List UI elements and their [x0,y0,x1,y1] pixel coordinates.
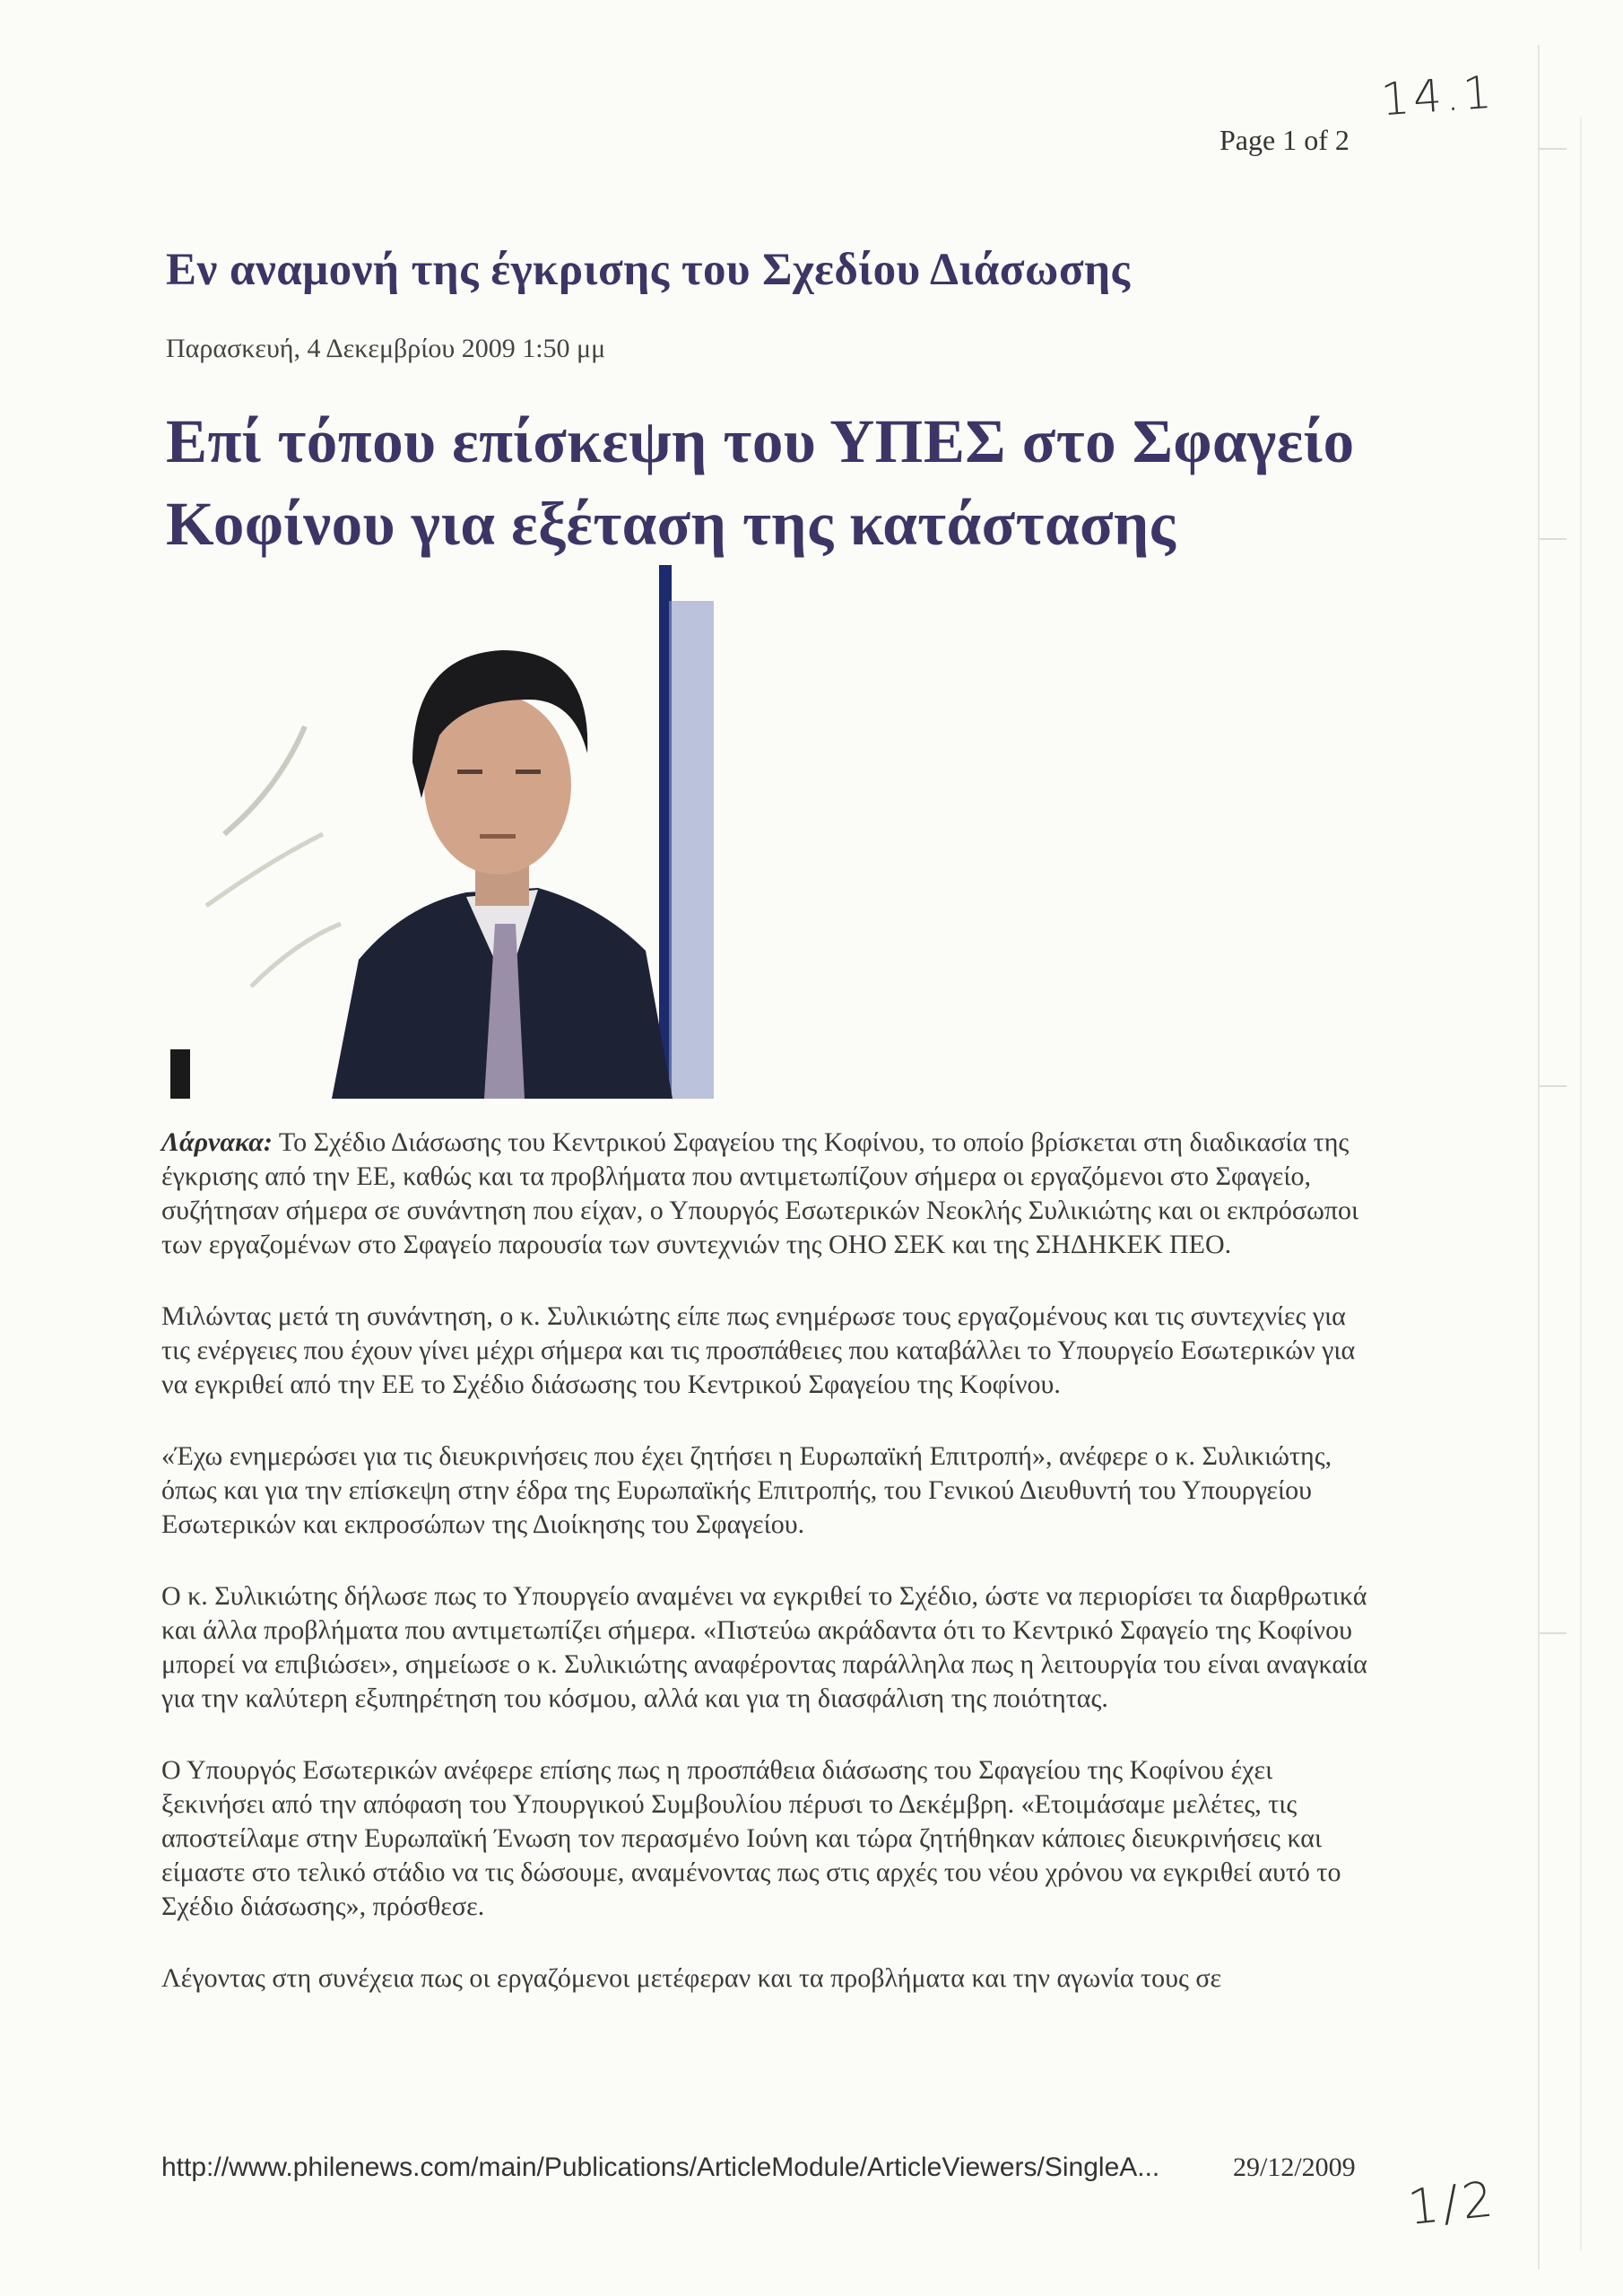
paragraph [161,1126,1367,1262]
article-kicker: Εν αναμονή της έγκρισης του Σχεδίου Διάσωσης [166,245,1131,295]
page-counter: Page 1 of 2 [1219,124,1350,156]
scan-margin-tick [1540,1085,1567,1087]
scan-margin-rule [1538,45,1540,2269]
paragraph: «Έχω ενημερώσει για τις διευκρινήσεις που έχει ζητήσει η Ευρωπαϊκή Επιτροπή», ανέφερε ο κ. Συλικιώτης, όπως και για την επίσκεψη στην έδρα της Ευρωπαϊκής Επιτροπής, του Γενικού Διευθυντή του Υπουργείου Εσωτερικών και εκπροσώπων της Διοίκησης του Σφαγείου. [161,1441,1332,1539]
dateline: Λάρνακα: [161,1127,273,1157]
scan-margin-tick [1540,1632,1567,1634]
paragraph: Ο κ. Συλικιώτης δήλωσε πως το Υπουργείο αναμένει να εγκριθεί το Σχέδιο, ώστε να περιορίσει τα διαρθρωτικά και άλλα προβλήματα που αντιμετωπίζει σήμερα. «Πιστεύω ακράδαντα ότι το Κεντρικό Σφαγείο της Κοφίνου μπορεί να επιβιώσει», σημείωσε ο κ. Συλικιώτης αναφέροντας παράλληλα πως η λειτουργία του είναι αναγκαία για την καλύτερη εξυπηρέτηση του κόσμου, αλλά και για τη διασφάλιση της ποιότητας. [161,1581,1367,1713]
article-headline: Επί τόπου επίσκεψη του ΥΠΕΣ στο Σφαγείο Κοφίνου για εξέταση της κατάστασης [166,407,1355,558]
source-url[interactable]: http://www.philenews.com/main/Publications/ArticleModule/ArticleViewers/SingleA... [161,2152,1160,2182]
paragraph: Λέγοντας στη συνέχεια πως οι εργαζόμενοι μετέφεραν και τα προβλήματα και την αγωνία τους σε [161,1963,1222,1993]
scan-margin-tick [1540,148,1567,150]
handwritten-page-number: 14.1 [1379,65,1497,126]
paragraph-text: Το Σχέδιο Διάσωσης του Κεντρικού Σφαγείου της Κοφίνου, το οποίο βρίσκεται στη διαδικασία της έγκρισης από την ΕΕ, καθώς και τα προβλήματα που αντιμετωπίζουν σήμερα οι εργαζόμενοι στο Σφαγείο, συζήτησαν σήμερα σε συνάντηση που είχαν, ο Υπουργός Εσωτερικών Νεοκλής Συλικιώτης και οι εκπρόσωποι των εργαζομένων στο Σφαγείο παρουσία των συντεχνιών της ΟΗΟ ΣΕΚ και της ΣΗΔΗΚΕΚ ΠΕΟ. [161,1127,1359,1259]
scan-margin-tick [1540,538,1567,540]
article-photo [170,565,726,1099]
article-date: Παρασκευή, 4 Δεκεμβρίου 2009 1:50 μμ [166,334,606,363]
paragraph: Μιλώντας μετά τη συνάντηση, ο κ. Συλικιώτης είπε πως ενημέρωσε τους εργαζομένους και τις συντεχνίες για τις ενέργειες που έχουν γίνει μέχρι σήμερα και τις προσπάθειες που καταβάλλει το Υπουργείο Εσωτερικών για να εγκριθεί από την ΕΕ το Σχέδιο διάσωσης του Κεντρικού Σφαγείου της Κοφίνου. [161,1301,1356,1399]
scan-margin-rule-inner [1580,117,1582,2251]
print-date: 29/12/2009 [1233,2152,1356,2182]
handwritten-fraction: 1/2 [1404,2170,1499,2236]
paragraph: Ο Υπουργός Εσωτερικών ανέφερε επίσης πως η προσπάθεια διάσωσης του Σφαγείου της Κοφίνου έχει ξεκινήσει από την απόφαση του Υπουργικού Συμβουλίου πέρυσι το Δεκέμβρη. «Ετοιμάσαμε μελέτες, τις αποστείλαμε στην Ευρωπαϊκή Ένωση τον περασμένο Ιούνη και τώρα ζητήθηκαν κάποιες διευκρινήσεις και είμαστε στο τελικό στάδιο να τις δώσουμε, αναμένοντας πως στις αρχές του νέου χρόνου να εγκριθεί αυτό το Σχέδιο διάσωσης», πρόσθεσε. [161,1755,1341,1921]
article-body [161,1126,1367,2033]
